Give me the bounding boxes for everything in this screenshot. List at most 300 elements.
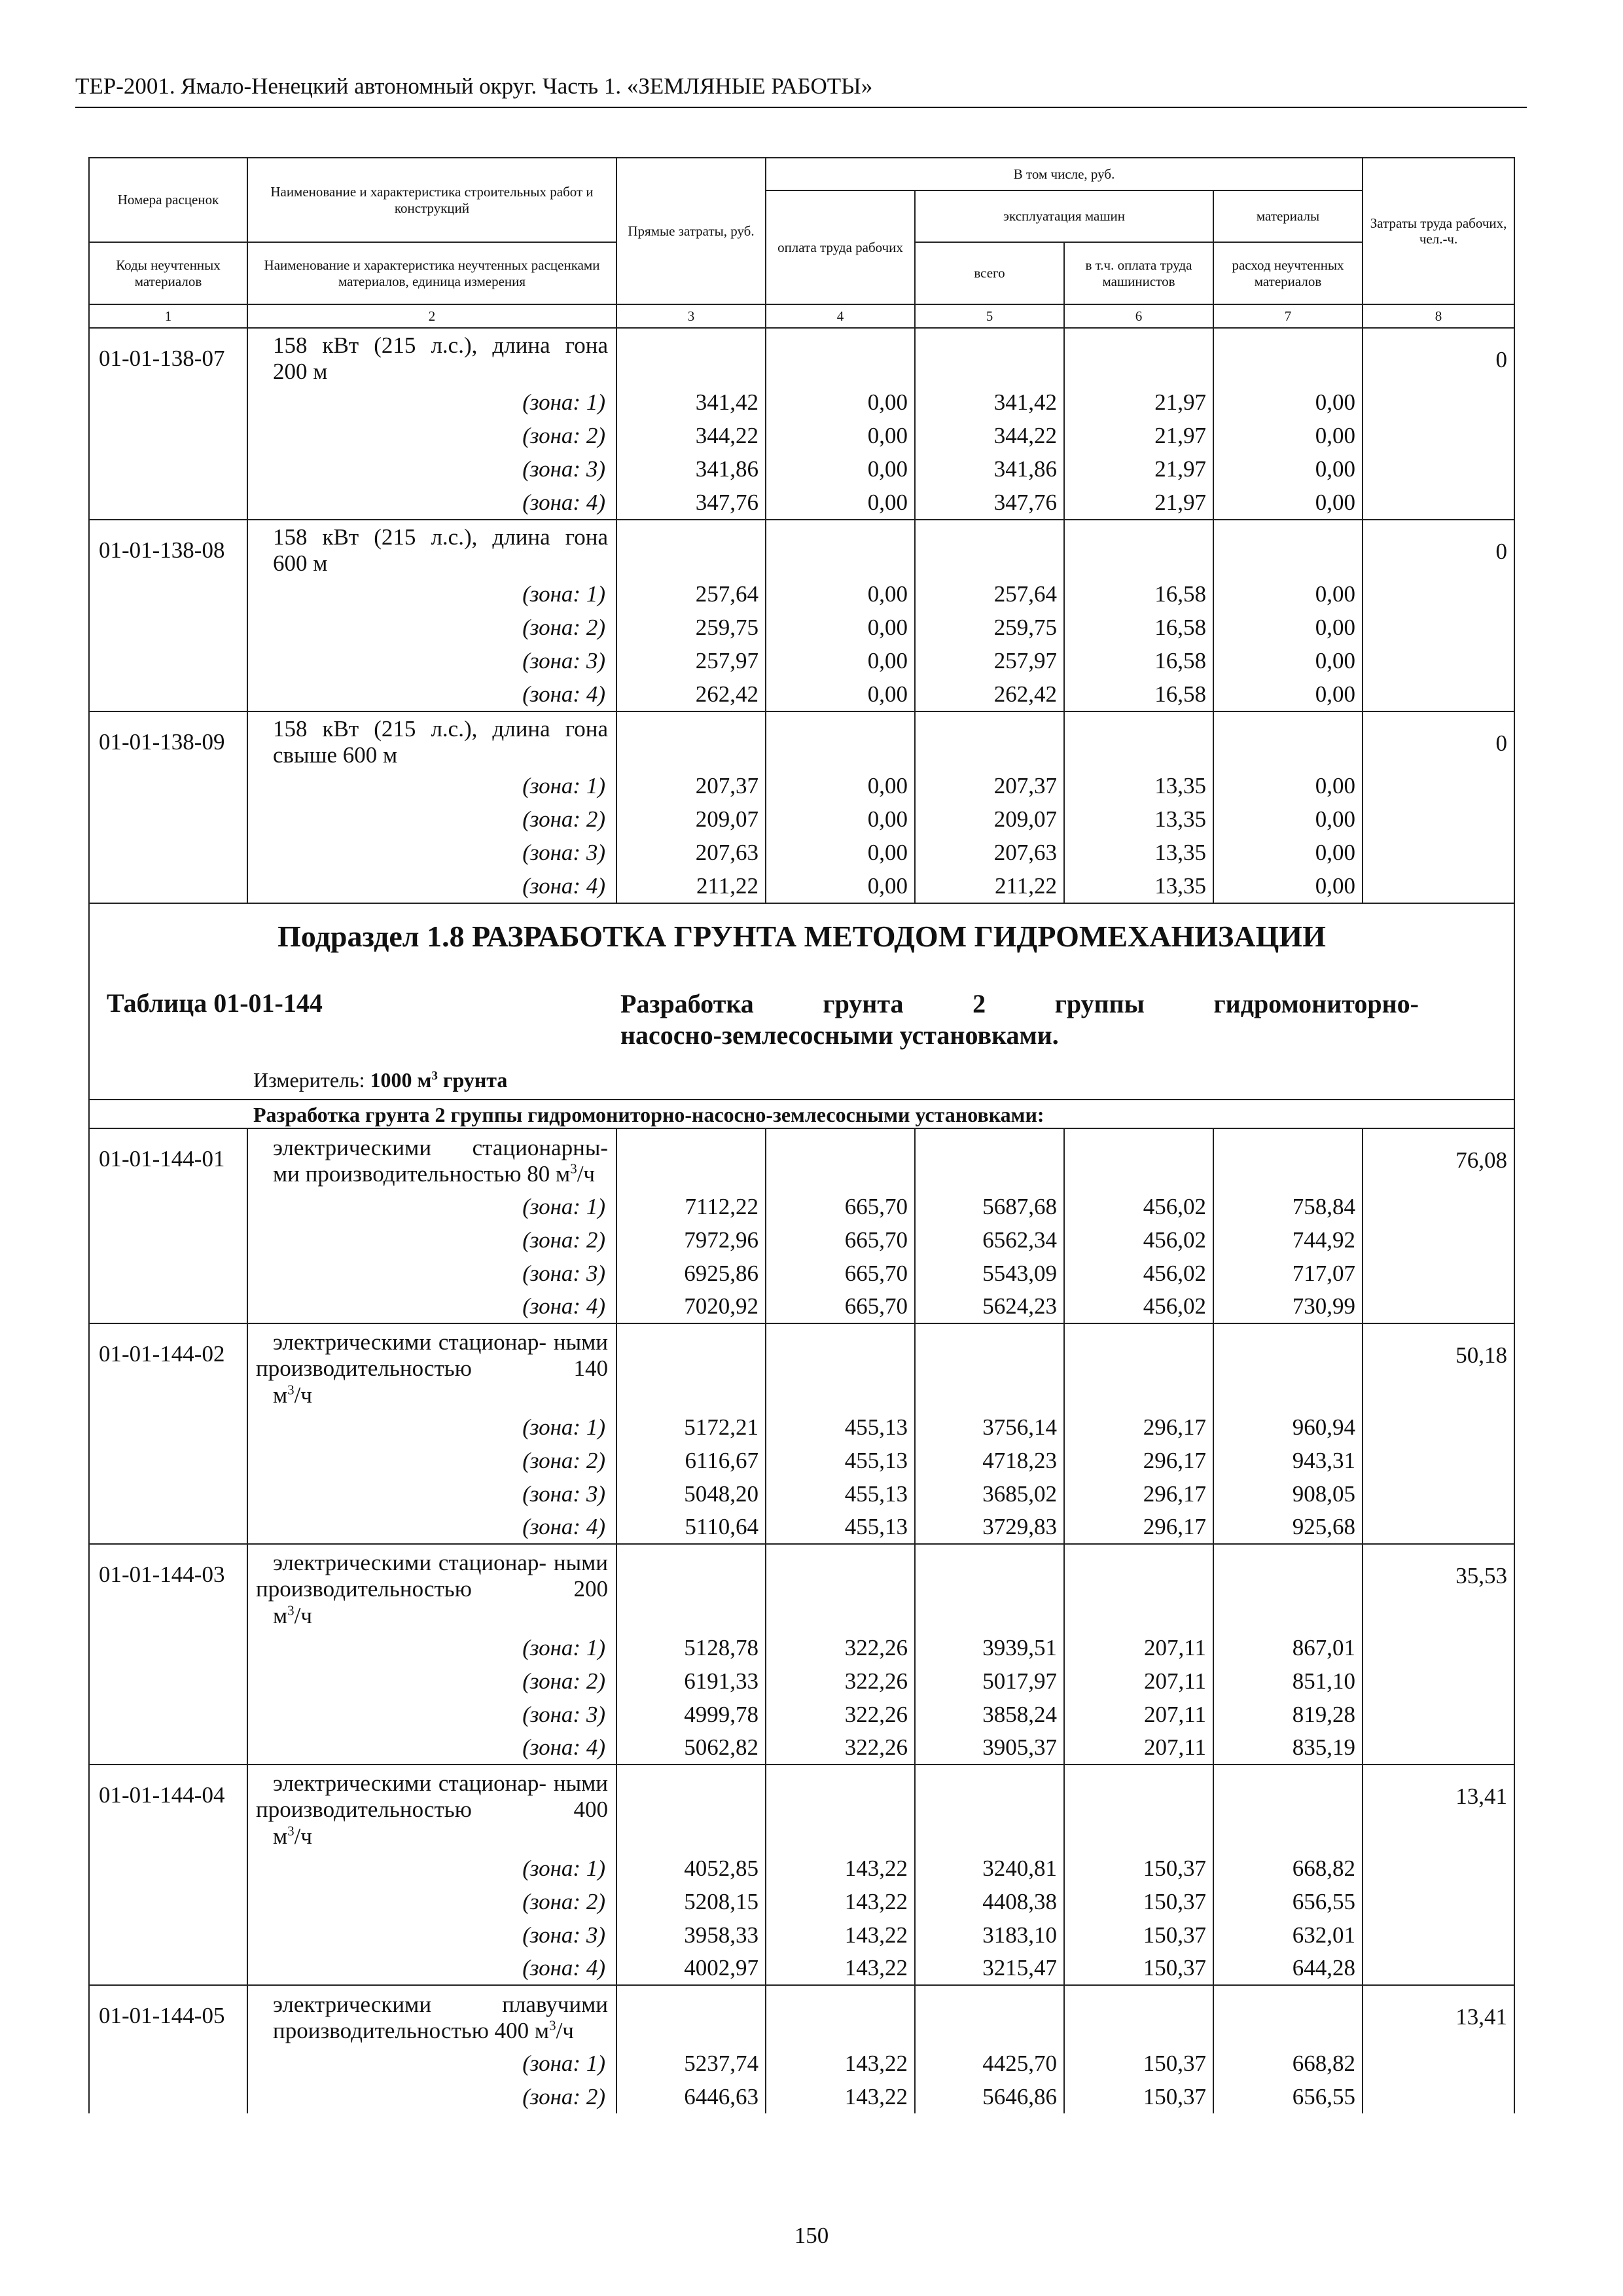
operator-wages: 296,17 [1064,1511,1213,1544]
empty-cell [89,1410,247,1444]
zone-label: (зона: 4) [247,1290,616,1323]
operator-wages: 13,35 [1064,803,1213,836]
rate-description [247,1985,616,2047]
machine-total: 5687,68 [915,1190,1064,1223]
empty-cell [766,328,915,386]
machine-total: 207,63 [915,836,1064,870]
zone-row [89,1223,1514,1257]
empty-cell [766,1765,915,1852]
machine-total: 3685,02 [915,1477,1064,1511]
rate-code: 01-01-138-07 [89,328,247,386]
worker-wages: 0,00 [766,803,915,836]
empty-cell [915,1323,1064,1410]
machine-total: 5017,97 [915,1664,1064,1698]
col7-header: расход неучтенных материалов [1213,242,1363,304]
zone-row [89,1511,1514,1544]
empty-cell [89,486,247,520]
empty-cell [616,328,766,386]
empty-cell [1363,1444,1514,1477]
worker-wages: 0,00 [766,770,915,803]
empty-cell [89,1477,247,1511]
rate-header-row [89,1323,1514,1410]
direct-cost: 344,22 [616,420,766,453]
zone-row [89,1257,1514,1290]
direct-cost: 209,07 [616,803,766,836]
direct-cost: 257,97 [616,645,766,678]
empty-cell [1363,1852,1514,1885]
zone-row [89,1290,1514,1323]
description-last-line [256,359,608,385]
zone-row [89,1952,1514,1985]
materials-cost: 0,00 [1213,678,1363,711]
empty-cell [89,1631,247,1664]
empty-cell [915,711,1064,770]
empty-cell [915,328,1064,386]
direct-cost: 4052,85 [616,1852,766,1885]
empty-cell [1363,486,1514,520]
empty-cell [89,578,247,611]
empty-cell [1064,711,1213,770]
unit-suffix: /ч [294,1823,312,1849]
rate-description [247,520,616,578]
col2-top-header: Наименование и характеристика строительных работ и конструкций [247,158,616,242]
empty-cell [915,1765,1064,1852]
empty-cell [1064,1323,1213,1410]
description-text: электрическими стационар- ными производительностью 200 [256,1550,608,1602]
empty-cell [1064,328,1213,386]
operator-wages: 150,37 [1064,2047,1213,2080]
description-text: электрическими стационар- ными производительностью 400 [256,1770,608,1823]
empty-cell [1363,1731,1514,1765]
labor-cost: 13,41 [1363,1765,1514,1852]
empty-cell [616,1323,766,1410]
zone-label: (зона: 4) [247,486,616,520]
machine-total: 5543,09 [915,1257,1064,1290]
col-number: 2 [247,304,616,328]
table-header [89,158,1514,328]
measurement-value: 1000 м [370,1067,432,1092]
empty-cell [1363,420,1514,453]
worker-wages: 143,22 [766,1885,915,1918]
direct-cost: 5048,20 [616,1477,766,1511]
worker-wages: 0,00 [766,578,915,611]
worker-wages: 0,00 [766,420,915,453]
page-number: 150 [794,2223,829,2248]
section-cell [89,903,1514,1100]
worker-wages: 0,00 [766,836,915,870]
empty-cell [1363,1918,1514,1952]
empty-cell [1213,1323,1363,1410]
zone-row [89,803,1514,836]
empty-cell [1363,1664,1514,1698]
materials-cost: 656,55 [1213,1885,1363,1918]
machine-total: 3215,47 [915,1952,1064,1985]
machine-total: 257,97 [915,645,1064,678]
description-text: электрическими стационар- ными производительностью 140 [256,1329,608,1382]
empty-cell [89,1852,247,1885]
zone-label: (зона: 2) [247,1885,616,1918]
zone-label: (зона: 1) [247,1631,616,1664]
operator-wages: 296,17 [1064,1444,1213,1477]
zone-row [89,611,1514,645]
zone-row [89,870,1514,903]
empty-cell [766,1985,915,2047]
rate-header-row [89,1985,1514,2047]
zone-row [89,2080,1514,2113]
materials-cost: 851,10 [1213,1664,1363,1698]
empty-cell [1363,1631,1514,1664]
zone-row [89,453,1514,486]
direct-cost: 347,76 [616,486,766,520]
col-number: 7 [1213,304,1363,328]
empty-cell [1363,1223,1514,1257]
materials-cost: 0,00 [1213,611,1363,645]
rate-code: 01-01-144-04 [89,1765,247,1852]
direct-cost: 4002,97 [616,1952,766,1985]
worker-wages: 665,70 [766,1257,915,1290]
empty-cell [89,611,247,645]
empty-cell [1213,328,1363,386]
empty-cell [89,1918,247,1952]
labor-cost: 0 [1363,328,1514,386]
empty-cell [89,1444,247,1477]
empty-cell [766,520,915,578]
rate-description [247,1128,616,1190]
running-header: ТЕР-2001. Ямало-Ненецкий автономный округ. Часть 1. «ЗЕМЛЯНЫЕ РАБОТЫ» [75,73,873,99]
rate-description [247,328,616,386]
zone-row [89,1885,1514,1918]
zone-label: (зона: 1) [247,1852,616,1885]
operator-wages: 21,97 [1064,386,1213,420]
rate-header-row [89,711,1514,770]
direct-cost: 257,64 [616,578,766,611]
zone-label: (зона: 2) [247,1223,616,1257]
zone-row [89,1852,1514,1885]
zone-label: (зона: 1) [247,770,616,803]
empty-cell [89,1731,247,1765]
description-text: 158 кВт (215 л.с.), длина гона [273,524,608,550]
zone-label: (зона: 2) [247,1444,616,1477]
zone-row [89,1918,1514,1952]
zone-row [89,1698,1514,1731]
measurement-unit [90,1051,1514,1099]
zone-row [89,1631,1514,1664]
empty-cell [1363,1952,1514,1985]
section-block [89,903,1514,1128]
empty-cell [89,1698,247,1731]
empty-cell [89,645,247,678]
rate-code: 01-01-144-05 [89,1985,247,2047]
zone-label: (зона: 3) [247,1918,616,1952]
zone-label: (зона: 4) [247,1952,616,1985]
worker-wages: 0,00 [766,678,915,711]
zone-label: (зона: 2) [247,611,616,645]
empty-cell [89,1257,247,1290]
machine-total: 347,76 [915,486,1064,520]
zone-row [89,1410,1514,1444]
col4-header: оплата труда рабочих [766,190,915,304]
machine-total: 259,75 [915,611,1064,645]
operator-wages: 16,58 [1064,678,1213,711]
measurement-unit-text: грунта [437,1067,508,1092]
empty-cell [89,1885,247,1918]
materials-cost: 960,94 [1213,1410,1363,1444]
description-text: 158 кВт (215 л.с.), длина гона [273,332,608,358]
zone-row [89,2047,1514,2080]
materials-cost: 656,55 [1213,2080,1363,2113]
group-subheading: Разработка грунта 2 группы гидромониторно-насосно-землесосными установками: [89,1100,1514,1129]
description-last-line [256,1603,608,1629]
zone-label: (зона: 4) [247,678,616,711]
materials-cost: 867,01 [1213,1631,1363,1664]
unit-suffix: /ч [577,1160,596,1187]
labor-cost: 13,41 [1363,1985,1514,2047]
unit-suffix: /ч [294,1382,312,1408]
direct-cost: 207,37 [616,770,766,803]
operator-wages: 456,02 [1064,1190,1213,1223]
zone-row [89,678,1514,711]
empty-cell [1213,520,1363,578]
operator-wages: 13,35 [1064,770,1213,803]
worker-wages: 143,22 [766,1918,915,1952]
zone-label: (зона: 2) [247,803,616,836]
worker-wages: 143,22 [766,1952,915,1985]
zone-label: (зона: 4) [247,1511,616,1544]
table-title-line-2: насосно-землесосными установками. [620,1020,1059,1050]
machine-total: 211,22 [915,870,1064,903]
worker-wages: 455,13 [766,1477,915,1511]
zone-row [89,1477,1514,1511]
labor-cost: 0 [1363,711,1514,770]
col-number: 1 [89,304,247,328]
col-number: 6 [1064,304,1213,328]
operator-wages: 296,17 [1064,1477,1213,1511]
description-last-line [256,2018,608,2044]
materials-cost: 819,28 [1213,1698,1363,1731]
empty-cell [89,836,247,870]
zone-label: (зона: 4) [247,870,616,903]
direct-cost: 5237,74 [616,2047,766,2080]
empty-cell [89,2047,247,2080]
operator-wages: 150,37 [1064,2080,1213,2113]
operator-wages: 296,17 [1064,1410,1213,1444]
materials-cost: 668,82 [1213,2047,1363,2080]
operator-wages: 207,11 [1064,1698,1213,1731]
materials-cost: 0,00 [1213,486,1363,520]
empty-cell [1213,1765,1363,1852]
worker-wages: 322,26 [766,1664,915,1698]
machine-total: 3729,83 [915,1511,1064,1544]
zone-label: (зона: 1) [247,2047,616,2080]
empty-cell [915,520,1064,578]
empty-cell [89,870,247,903]
zone-row [89,578,1514,611]
col6-header: в т.ч. оплата труда машинистов [1064,242,1213,304]
included-header: В том числе, руб. [766,158,1363,190]
empty-cell [1363,1257,1514,1290]
description-last-line [256,550,608,577]
empty-cell [1363,1190,1514,1223]
col1-bottom-header: Коды неучтенных материалов [89,242,247,304]
unit-exponent: 3 [287,1602,294,1618]
empty-cell [1363,645,1514,678]
direct-cost: 5062,82 [616,1731,766,1765]
empty-cell [1363,2080,1514,2113]
worker-wages: 455,13 [766,1444,915,1477]
machine-total: 209,07 [915,803,1064,836]
empty-cell [89,1511,247,1544]
materials-cost: 0,00 [1213,803,1363,836]
table-title [620,988,1419,1051]
operator-wages: 13,35 [1064,836,1213,870]
description-last-line [256,1823,608,1850]
machine-total: 5624,23 [915,1290,1064,1323]
empty-cell [915,1128,1064,1190]
zone-row [89,836,1514,870]
machine-total: 3858,24 [915,1698,1064,1731]
description-text: 158 кВт (215 л.с.), длина гона [273,715,608,742]
zone-label: (зона: 1) [247,1410,616,1444]
materials-cost: 0,00 [1213,578,1363,611]
price-table [88,157,1515,2113]
worker-wages: 665,70 [766,1290,915,1323]
materials-cost: 744,92 [1213,1223,1363,1257]
materials-cost: 0,00 [1213,453,1363,486]
rate-header-row [89,1128,1514,1190]
machine-total: 257,64 [915,578,1064,611]
empty-cell [616,711,766,770]
empty-cell [89,1190,247,1223]
worker-wages: 0,00 [766,645,915,678]
worker-wages: 322,26 [766,1698,915,1731]
empty-cell [915,1544,1064,1631]
description-last-text: производительностью 400 м [273,2017,550,2043]
price-table-container [88,157,1514,2113]
worker-wages: 322,26 [766,1631,915,1664]
operator-wages: 21,97 [1064,420,1213,453]
materials-cost: 0,00 [1213,770,1363,803]
machine-total: 207,37 [915,770,1064,803]
empty-cell [1363,2047,1514,2080]
direct-cost: 7020,92 [616,1290,766,1323]
direct-cost: 5208,15 [616,1885,766,1918]
empty-cell [1363,770,1514,803]
col2-bottom-header: Наименование и характеристика неучтенных расценками материалов, единица измерения [247,242,616,304]
worker-wages: 143,22 [766,1852,915,1885]
zone-label: (зона: 1) [247,1190,616,1223]
operator-wages: 150,37 [1064,1885,1213,1918]
col1-top-header: Номера расценок [89,158,247,242]
worker-wages: 143,22 [766,2047,915,2080]
worker-wages: 0,00 [766,870,915,903]
zone-label: (зона: 4) [247,1731,616,1765]
materials-cost: 0,00 [1213,870,1363,903]
zone-row [89,420,1514,453]
zone-row [89,486,1514,520]
rate-code: 01-01-144-01 [89,1128,247,1190]
operator-wages: 13,35 [1064,870,1213,903]
description-text: электрическими стационарны- [273,1134,608,1160]
unit-exponent: 3 [570,1160,577,1177]
machine-total: 341,42 [915,386,1064,420]
empty-cell [766,1323,915,1410]
empty-cell [1064,1985,1213,2047]
empty-cell [1363,386,1514,420]
table-number: Таблица 01-01-144 [107,988,323,1018]
machine-total: 3240,81 [915,1852,1064,1885]
empty-cell [89,420,247,453]
direct-cost: 7972,96 [616,1223,766,1257]
empty-cell [1363,1511,1514,1544]
empty-cell [1363,803,1514,836]
empty-cell [1213,711,1363,770]
direct-cost: 6191,33 [616,1664,766,1698]
section-title: Подраздел 1.8 РАЗРАБОТКА ГРУНТА МЕТОДОМ ГИДРОМЕХАНИЗАЦИИ [277,920,1326,953]
description-last-text: 200 м [273,359,328,384]
materials-cost: 0,00 [1213,836,1363,870]
measurement-label: Измеритель: [253,1067,370,1092]
materials-cost: 0,00 [1213,420,1363,453]
machine-total: 341,86 [915,453,1064,486]
unit-suffix: /ч [294,1602,312,1628]
empty-cell [1363,1698,1514,1731]
worker-wages: 0,00 [766,453,915,486]
empty-cell [89,386,247,420]
empty-cell [766,711,915,770]
rate-code: 01-01-138-09 [89,711,247,770]
empty-cell [766,1128,915,1190]
worker-wages: 0,00 [766,611,915,645]
direct-cost: 211,22 [616,870,766,903]
empty-cell [89,678,247,711]
empty-cell [89,1664,247,1698]
col-number: 4 [766,304,915,328]
rate-header-row [89,520,1514,578]
labor-cost: 76,08 [1363,1128,1514,1190]
empty-cell [1064,520,1213,578]
description-text: электрическими плавучими [273,1991,608,2017]
direct-cost: 3958,33 [616,1918,766,1952]
zone-label: (зона: 3) [247,1698,616,1731]
zone-label: (зона: 3) [247,1257,616,1290]
rates-group-2 [89,1128,1514,2113]
materials-cost: 632,01 [1213,1918,1363,1952]
machine-total: 3939,51 [915,1631,1064,1664]
materials-cost: 717,07 [1213,1257,1363,1290]
empty-cell [1363,1290,1514,1323]
materials-cost: 758,84 [1213,1190,1363,1223]
machine-total: 5646,86 [915,2080,1064,2113]
worker-wages: 665,70 [766,1190,915,1223]
zone-label: (зона: 1) [247,578,616,611]
machine-total: 344,22 [915,420,1064,453]
materials-cost: 668,82 [1213,1852,1363,1885]
description-last-line [256,742,608,768]
empty-cell [89,453,247,486]
operator-wages: 16,58 [1064,611,1213,645]
empty-cell [915,1985,1064,2047]
direct-cost: 341,86 [616,453,766,486]
materials-cost: 943,31 [1213,1444,1363,1477]
direct-cost: 207,63 [616,836,766,870]
operator-wages: 16,58 [1064,578,1213,611]
operator-wages: 456,02 [1064,1290,1213,1323]
direct-cost: 7112,22 [616,1190,766,1223]
empty-cell [1213,1985,1363,2047]
materials-cost: 0,00 [1213,645,1363,678]
machine-total: 4425,70 [915,2047,1064,2080]
unit-exponent: 3 [287,1822,294,1839]
